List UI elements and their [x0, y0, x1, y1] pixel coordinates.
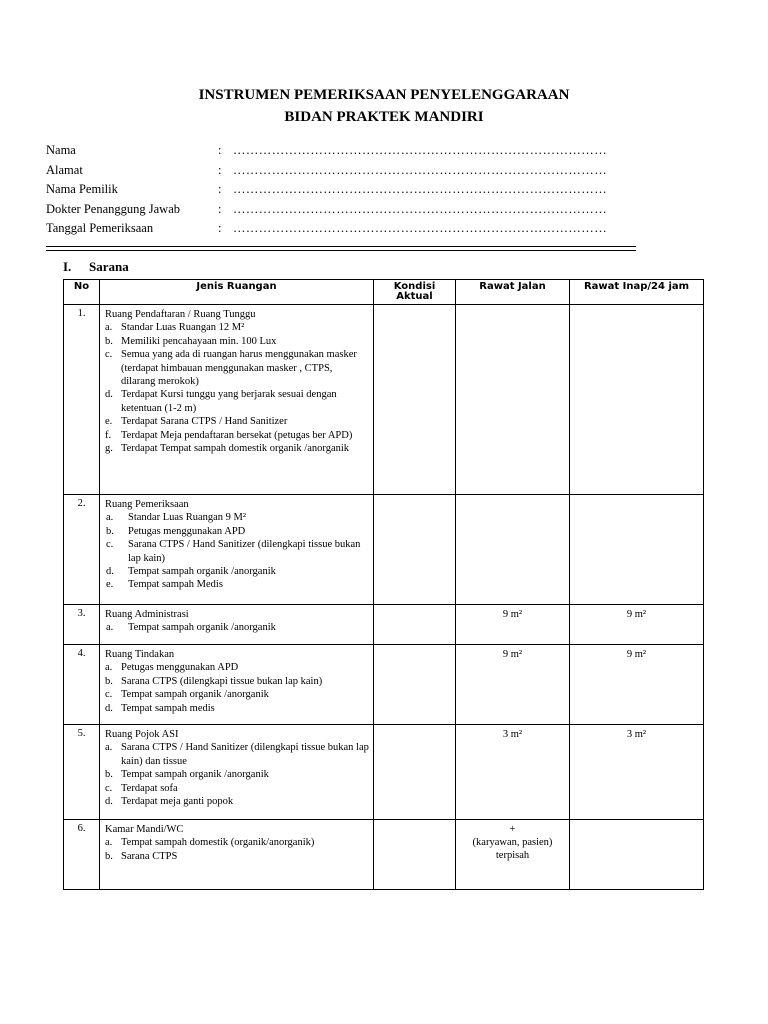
rawat-inap-cell: 9 m² [570, 645, 704, 725]
room-cell [100, 820, 374, 890]
requirement-item [105, 565, 369, 578]
kondisi-aktual-cell [374, 645, 456, 725]
field-blank-line: …………………………………………………………………………… [233, 201, 608, 216]
rawat-jalan-cell [456, 495, 570, 605]
rawat-jalan-cell: + (karyawan, pasien) terpisah [456, 820, 570, 890]
table-header-row [64, 280, 704, 305]
field-label: Dokter Penanggung Jawab [46, 201, 180, 216]
item-text: Terdapat Sarana CTPS / Hand Sanitizer [121, 416, 288, 428]
room-name: Ruang Pemeriksaan [105, 499, 189, 510]
item-marker: e. [106, 579, 114, 591]
item-text: Tempat sampah organik /anorganik [121, 689, 269, 701]
requirement-item [105, 578, 369, 591]
rawat-inap-cell [570, 820, 704, 890]
item-text: Memiliki pencahayaan min. 100 Lux [121, 335, 277, 347]
item-marker: d. [105, 702, 113, 714]
item-marker: d. [105, 796, 113, 808]
table-row [64, 605, 704, 645]
field-label: Nama Pemilik [46, 182, 118, 196]
kondisi-aktual-cell [374, 725, 456, 820]
requirement-item [105, 335, 369, 348]
item-text: Tempat sampah domestik (organik/anorganik) [121, 837, 315, 849]
item-text: Tempat sampah organik /anorganik [128, 566, 276, 578]
section-number: I. [63, 259, 72, 274]
field-nama [46, 143, 646, 163]
table-row [64, 820, 704, 890]
item-marker: c. [105, 349, 113, 361]
field-dokter-penanggung-jawab [46, 202, 646, 222]
requirement-item [105, 538, 369, 565]
room-name: Ruang Pendaftaran / Ruang Tunggu [105, 309, 256, 320]
item-text: Terdapat Kursi tunggu yang berjarak sesuai dengan ketentuan (1-2 m) [121, 389, 337, 414]
row-number: 3. [64, 605, 100, 645]
item-marker: c. [105, 782, 113, 794]
item-text: Tempat sampah Medis [128, 579, 223, 591]
requirement-item [105, 795, 369, 808]
item-marker: c. [105, 689, 113, 701]
item-marker: b. [105, 335, 113, 347]
requirement-item [105, 768, 369, 781]
kondisi-aktual-cell [374, 820, 456, 890]
header-kondisi-aktual: Kondisi Aktual [374, 280, 456, 305]
rawat-jalan-cell: 9 m² [456, 645, 570, 725]
field-label: Tanggal Pemeriksaan [46, 221, 154, 235]
row-number: 1. [64, 305, 100, 495]
item-marker: a. [106, 622, 114, 634]
rawat-jalan-cell: 9 m² [456, 605, 570, 645]
requirement-item [105, 348, 369, 388]
field-blank-line: …………………………………………………………………………… [233, 162, 608, 177]
requirement-item [105, 415, 369, 428]
row-number: 2. [64, 495, 100, 605]
requirement-item [105, 850, 369, 863]
room-name: Kamar Mandi/WC [105, 824, 184, 835]
field-blank-line: …………………………………………………………………………… [233, 182, 608, 196]
rawat-inap-cell [570, 305, 704, 495]
item-text: Standar Luas Ruangan 12 M² [121, 322, 245, 334]
kondisi-aktual-cell [374, 605, 456, 645]
room-name: Ruang Administrasi [105, 609, 189, 620]
requirement-list [105, 321, 369, 455]
item-marker: a. [105, 322, 113, 334]
item-text: Sarana CTPS / Hand Sanitizer (dilengkapi tissue bukan lap kain) dan tissue [121, 742, 369, 767]
field-alamat [46, 163, 646, 183]
item-text: Terdapat sofa [121, 782, 178, 794]
item-marker: b. [105, 675, 113, 687]
item-text: Standar Luas Ruangan 9 M² [128, 512, 247, 524]
requirement-item [105, 836, 369, 849]
header-rawat-jalan: Rawat Jalan [456, 280, 570, 305]
item-marker: b. [105, 850, 113, 862]
field-colon: : [218, 162, 222, 177]
item-marker: d. [106, 566, 114, 578]
header-rawat-inap: Rawat Inap/24 jam [570, 280, 704, 305]
divider-line [46, 246, 636, 247]
rawat-inap-cell: 9 m² [570, 605, 704, 645]
field-label: Alamat [46, 162, 83, 177]
requirement-item [105, 702, 369, 715]
rawat-inap-cell [570, 495, 704, 605]
item-marker: c. [106, 539, 114, 551]
field-label: Nama [46, 143, 76, 157]
requirement-list [105, 511, 369, 591]
item-text: Semua yang ada di ruangan harus menggunakan masker (terdapat himbauan menggunakan masker , CTPS, dilarang merokok) [121, 349, 357, 388]
field-colon: : [218, 182, 222, 196]
item-marker: a. [105, 742, 113, 754]
divider-line [46, 250, 636, 251]
item-text: Tempat sampah organik /anorganik [128, 622, 276, 634]
requirement-item [105, 388, 369, 415]
kondisi-aktual-cell [374, 305, 456, 495]
requirement-item [105, 442, 369, 455]
item-text: Tempat sampah medis [121, 702, 215, 714]
row-number: 5. [64, 725, 100, 820]
item-marker: a. [105, 662, 113, 674]
item-text: Terdapat Meja pendaftaran bersekat (petugas ber APD) [121, 429, 353, 441]
item-text: Sarana CTPS / Hand Sanitizer (dilengkapi tissue bukan lap kain) [128, 539, 361, 564]
item-marker: b. [105, 769, 113, 781]
requirement-list [105, 621, 369, 634]
field-colon: : [218, 221, 222, 235]
requirement-item [105, 675, 369, 688]
rawat-inap-cell: 3 m² [570, 725, 704, 820]
room-name: Ruang Tindakan [105, 649, 175, 660]
item-marker: b. [106, 525, 114, 537]
document-title-line2: BIDAN PRAKTEK MANDIRI [284, 109, 484, 125]
item-text: Terdapat Tempat sampah domestik organik /anorganik [121, 443, 350, 455]
field-colon: : [218, 143, 222, 157]
item-marker: a. [105, 837, 113, 849]
item-text: Tempat sampah organik /anorganik [121, 769, 269, 781]
item-marker: a. [106, 512, 114, 524]
table-row [64, 725, 704, 820]
requirement-item [105, 429, 369, 442]
row-number: 6. [64, 820, 100, 890]
requirement-item [105, 661, 369, 674]
item-text: Petugas menggunakan APD [121, 662, 239, 674]
sarana-table [63, 279, 704, 890]
requirement-item [105, 741, 369, 768]
requirement-item [105, 688, 369, 701]
room-cell [100, 495, 374, 605]
identity-fields [46, 143, 646, 241]
item-marker: f. [105, 429, 112, 441]
room-cell [100, 305, 374, 495]
room-cell [100, 605, 374, 645]
item-text: Sarana CTPS (dilengkapi tissue bukan lap kain) [121, 675, 323, 687]
requirement-list [105, 741, 369, 808]
section-heading [63, 259, 129, 275]
rawat-jalan-cell [456, 305, 570, 495]
requirement-item [105, 525, 369, 538]
row-number: 4. [64, 645, 100, 725]
room-name: Ruang Pojok ASI [105, 729, 179, 740]
table-row [64, 305, 704, 495]
requirement-list [105, 836, 369, 863]
rawat-jalan-cell: 3 m² [456, 725, 570, 820]
field-nama-pemilik [46, 182, 646, 202]
document-title-line1: INSTRUMEN PEMERIKSAAN PENYELENGGARAAN [198, 87, 570, 103]
kondisi-aktual-cell [374, 495, 456, 605]
section-title: Sarana [89, 259, 129, 274]
requirement-item [105, 621, 369, 634]
field-colon: : [218, 201, 222, 216]
requirement-item [105, 321, 369, 334]
field-tanggal-pemeriksaan [46, 221, 646, 241]
item-marker: d. [105, 389, 113, 401]
header-jenis-ruangan: Jenis Ruangan [100, 280, 374, 305]
item-text: Terdapat meja ganti popok [121, 796, 234, 808]
room-cell [100, 725, 374, 820]
requirement-list [105, 661, 369, 715]
header-no: No [64, 280, 100, 305]
item-text: Sarana CTPS [121, 850, 178, 862]
field-blank-line: …………………………………………………………………………… [233, 143, 608, 157]
table-row [64, 645, 704, 725]
item-marker: g. [105, 443, 113, 455]
room-cell [100, 645, 374, 725]
item-text: Petugas menggunakan APD [128, 525, 246, 537]
field-blank-line: …………………………………………………………………………… [233, 221, 608, 235]
table-row [64, 495, 704, 605]
requirement-item [105, 782, 369, 795]
requirement-item [105, 511, 369, 524]
item-marker: e. [105, 416, 113, 428]
